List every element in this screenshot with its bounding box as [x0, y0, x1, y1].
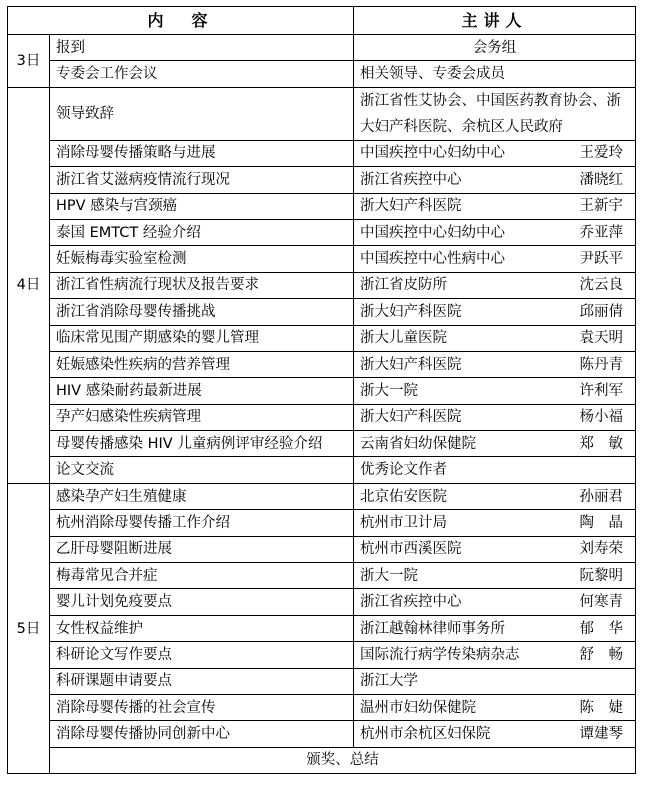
header-content: 内 容: [8, 7, 354, 35]
table-row: [8, 351, 636, 377]
speaker-cell: [354, 378, 636, 404]
speaker-line: [360, 144, 629, 162]
table-row: [8, 721, 636, 747]
topic-cell: 消除母婴传播策略与进展: [50, 140, 354, 166]
speaker-line: [360, 514, 629, 532]
topic-cell: 杭州消除母婴传播工作介绍: [50, 510, 354, 536]
speaker-line: [360, 435, 629, 453]
topic-cell: 浙江省消除母婴传播挑战: [50, 299, 354, 325]
speaker-org: 中国疾控中心妇幼中心: [360, 145, 506, 162]
speaker-org: 温州市妇幼保健院: [360, 699, 477, 716]
topic-cell: 报到: [50, 35, 354, 61]
table-row: [8, 615, 636, 641]
table-row: [8, 378, 636, 404]
speaker-cell: [354, 483, 636, 509]
schedule-body: [8, 35, 636, 774]
speaker-line: [360, 250, 629, 268]
speaker-org: 浙大一院: [360, 382, 419, 399]
speaker-cell: 浙江大学: [354, 668, 636, 694]
table-row: [8, 431, 636, 457]
table-row: [8, 510, 636, 536]
topic-cell: 科研论文写作要点: [50, 642, 354, 668]
day-label: 5日: [8, 483, 50, 773]
table-row: [8, 563, 636, 589]
speaker-cell: [354, 219, 636, 245]
speaker-org: 杭州市余杭区妇保院: [360, 726, 491, 743]
topic-cell: HIV 感染耐药最新进展: [50, 378, 354, 404]
speaker-line: [360, 408, 629, 426]
speaker-line: [360, 646, 629, 664]
speaker-person: 郑 敏: [579, 435, 624, 452]
speaker-line: [360, 699, 629, 717]
speaker-person: 许利军: [579, 382, 624, 399]
schedule-table: [7, 6, 636, 774]
table-row: [8, 483, 636, 509]
speaker-line: [360, 356, 629, 374]
topic-cell: 临床常见围产期感染的婴儿管理: [50, 325, 354, 351]
table-row: [8, 325, 636, 351]
topic-cell: 论文交流: [50, 457, 354, 483]
speaker-cell: [354, 563, 636, 589]
topic-cell: 梅毒常见合并症: [50, 563, 354, 589]
speaker-person: 何寒青: [579, 594, 624, 611]
speaker-person: 袁天明: [579, 330, 624, 347]
speaker-person: 陈 婕: [579, 699, 624, 716]
table-row: [8, 536, 636, 562]
speaker-line: [360, 303, 629, 321]
speaker-cell: [354, 404, 636, 430]
topic-cell: 孕产妇感染性疾病管理: [50, 404, 354, 430]
table-row: [8, 642, 636, 668]
topic-cell: 感染孕产妇生殖健康: [50, 483, 354, 509]
day-label: 4日: [8, 87, 50, 483]
speaker-cell: [354, 325, 636, 351]
speaker-person: 郁 华: [579, 620, 624, 637]
speaker-person: 谭建琴: [579, 726, 624, 743]
speaker-line: [360, 567, 629, 585]
speaker-person: 舒 畅: [579, 646, 624, 663]
speaker-org: 杭州市卫计局: [360, 514, 448, 531]
table-row: [8, 404, 636, 430]
speaker-line: [360, 593, 629, 611]
speaker-org: 杭州市西溪医院: [360, 541, 462, 558]
speaker-org: 中国疾控中心性病中心: [360, 251, 506, 268]
speaker-cell: [354, 431, 636, 457]
speaker-person: 潘晓红: [579, 171, 624, 188]
table-row: [8, 246, 636, 272]
speaker-cell: [354, 536, 636, 562]
speaker-org: 浙大妇产科医院: [360, 198, 462, 215]
speaker-line: [360, 725, 629, 743]
speaker-org: 浙大儿童医院: [360, 330, 448, 347]
speaker-person: 王爱玲: [579, 145, 624, 162]
table-row: [8, 61, 636, 87]
speaker-line: [360, 382, 629, 400]
speaker-line: [360, 224, 629, 242]
speaker-line: [360, 540, 629, 558]
topic-cell: 专委会工作会议: [50, 61, 354, 87]
table-row: [8, 694, 636, 720]
table-row: [8, 87, 636, 140]
closing-item: 颁奖、总结: [50, 747, 636, 773]
speaker-cell: 会务组: [354, 35, 636, 61]
speaker-line: [360, 276, 629, 294]
table-row: [8, 457, 636, 483]
speaker-cell: [354, 193, 636, 219]
speaker-cell: 优秀论文作者: [354, 457, 636, 483]
speaker-cell: [354, 167, 636, 193]
speaker-org: 云南省妇幼保健院: [360, 435, 477, 452]
speaker-line: [360, 197, 629, 215]
speaker-org: 浙江省皮防所: [360, 277, 448, 294]
topic-cell: 科研课题申请要点: [50, 668, 354, 694]
speaker-person: 孙丽君: [579, 488, 624, 505]
topic-cell: 泰国 EMTCT 经验介绍: [50, 219, 354, 245]
speaker-cell: [354, 272, 636, 298]
table-row: [8, 589, 636, 615]
speaker-person: 刘寿荣: [579, 541, 624, 558]
speaker-person: 邱丽倩: [579, 303, 624, 320]
speaker-line: [360, 488, 629, 506]
speaker-line: [360, 620, 629, 638]
speaker-cell: [354, 589, 636, 615]
header-row: [8, 7, 636, 35]
topic-cell: 母婴传播感染 HIV 儿童病例评审经验介绍: [50, 431, 354, 457]
topic-cell: 妊娠感染性疾病的营养管理: [50, 351, 354, 377]
speaker-person: 杨小福: [579, 409, 624, 426]
speaker-cell: [354, 510, 636, 536]
table-row: [8, 299, 636, 325]
table-row: [8, 35, 636, 61]
speaker-org: 浙大一院: [360, 567, 419, 584]
table-row: [8, 272, 636, 298]
speaker-person: 阮黎明: [579, 567, 624, 584]
topic-cell: 婴儿计划免疫要点: [50, 589, 354, 615]
topic-cell: 妊娠梅毒实验室检测: [50, 246, 354, 272]
speaker-org: 浙大妇产科医院: [360, 356, 462, 373]
speaker-cell: [354, 246, 636, 272]
topic-cell: 消除母婴传播协同创新中心: [50, 721, 354, 747]
speaker-org: 国际流行病学传染病杂志: [360, 646, 520, 663]
speaker-cell: [354, 615, 636, 641]
topic-cell: 浙江省艾滋病疫情流行现况: [50, 167, 354, 193]
table-row: [8, 668, 636, 694]
topic-cell: 女性权益维护: [50, 615, 354, 641]
speaker-person: 尹跃平: [579, 251, 624, 268]
speaker-cell: [354, 642, 636, 668]
speaker-person: 乔亚萍: [579, 224, 624, 241]
speaker-cell: [354, 140, 636, 166]
topic-cell: 消除母婴传播的社会宣传: [50, 694, 354, 720]
speaker-cell: [354, 721, 636, 747]
speaker-person: 陶 晶: [579, 514, 624, 531]
topic-cell: HPV 感染与宫颈癌: [50, 193, 354, 219]
speaker-person: 王新宇: [579, 198, 624, 215]
speaker-line: [360, 171, 629, 189]
topic-cell: 领导致辞: [50, 87, 354, 140]
day-label: 3日: [8, 35, 50, 88]
speaker-cell: [354, 351, 636, 377]
speaker-org: 浙大妇产科医院: [360, 409, 462, 426]
speaker-cell: [354, 694, 636, 720]
speaker-line: [360, 329, 629, 347]
speaker-org: 中国疾控中心妇幼中心: [360, 224, 506, 241]
table-row: [8, 219, 636, 245]
speaker-cell: [354, 299, 636, 325]
speaker-org: 浙江省疾控中心: [360, 594, 462, 611]
speaker-org: 浙江越翰林律师事务所: [360, 620, 506, 637]
speaker-person: 沈云良: [579, 277, 624, 294]
speaker-cell: 相关领导、专委会成员: [354, 61, 636, 87]
table-row: [8, 747, 636, 773]
speaker-org: 北京佑安医院: [360, 488, 448, 505]
speaker-org: 浙大妇产科医院: [360, 303, 462, 320]
speaker-org: 浙江省疾控中心: [360, 171, 462, 188]
table-row: [8, 167, 636, 193]
table-row: [8, 193, 636, 219]
speaker-person: 陈丹青: [579, 356, 624, 373]
table-row: [8, 140, 636, 166]
topic-cell: 浙江省性病流行现状及报告要求: [50, 272, 354, 298]
speaker-cell: 浙江省性艾协会、中国医药教育协会、浙大妇产科医院、余杭区人民政府: [354, 87, 636, 140]
header-speaker: 主讲人: [354, 7, 636, 35]
topic-cell: 乙肝母婴阻断进展: [50, 536, 354, 562]
